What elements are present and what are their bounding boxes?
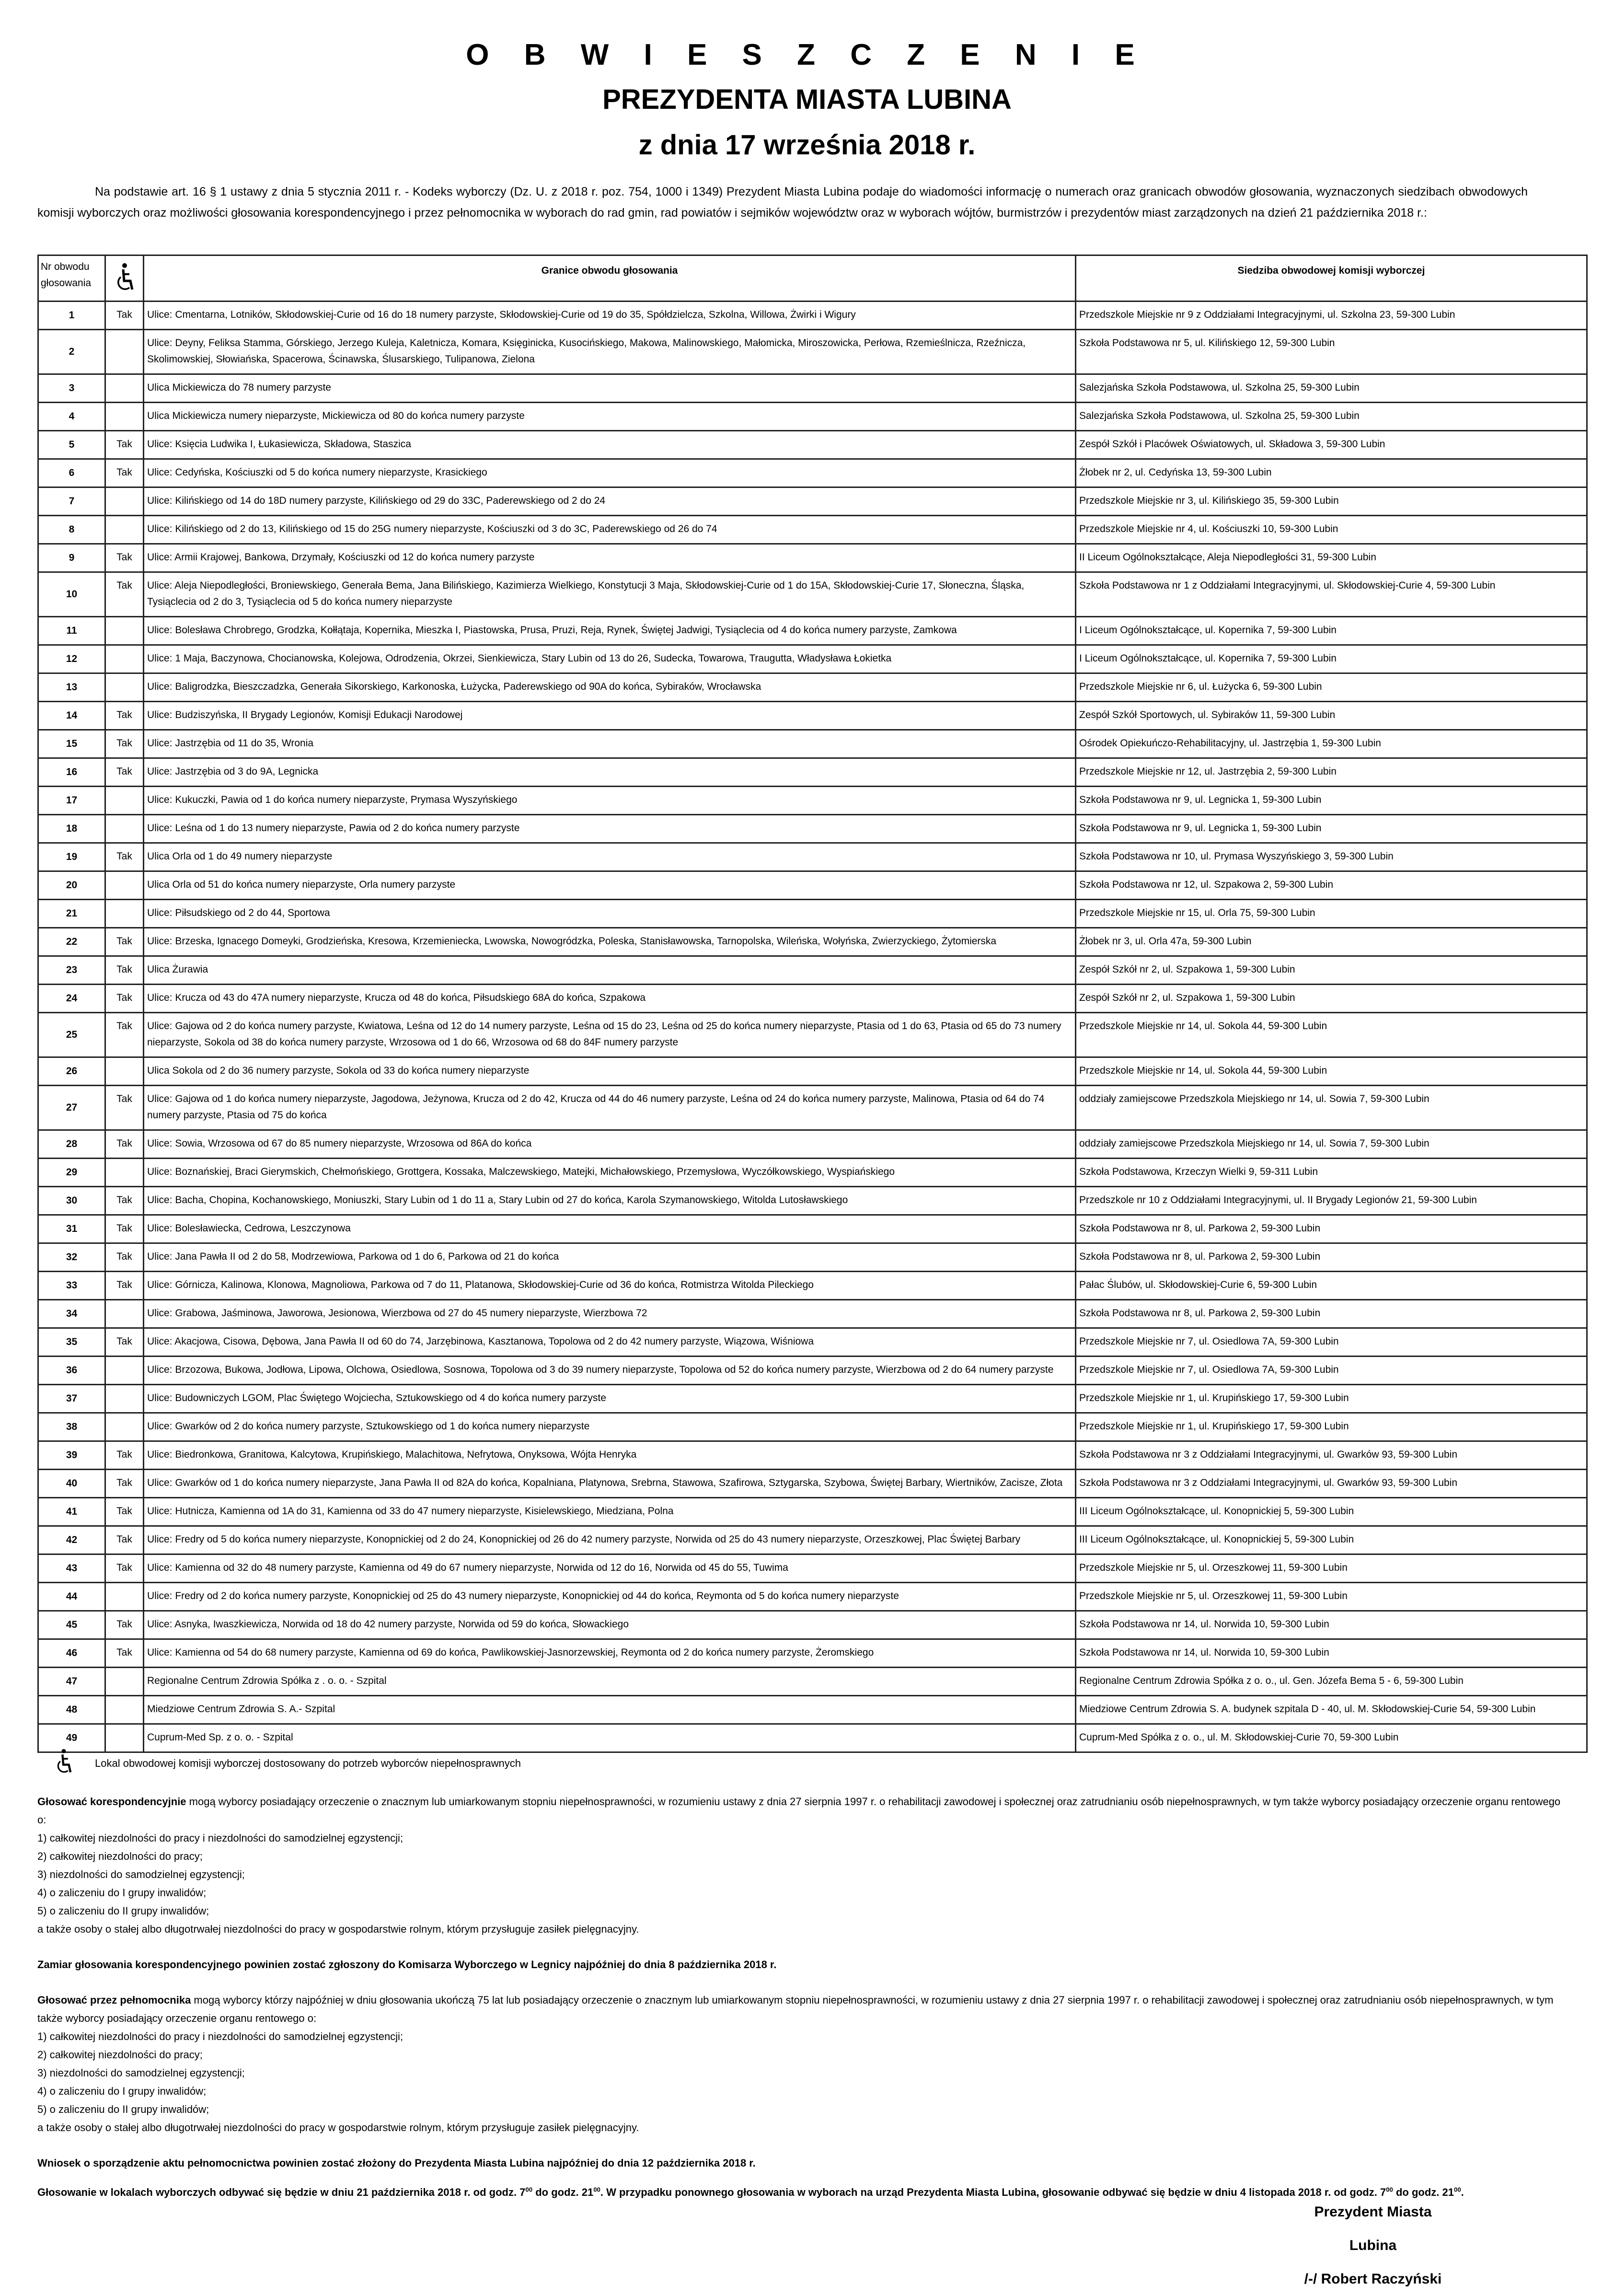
table-row: [38, 1639, 1587, 1668]
district-boundaries: Ulice: Sowia, Wrzosowa od 67 do 85 numery nieparzyste, Wrzosowa od 86A do końca: [144, 1130, 1076, 1159]
district-boundaries: Ulice: Kamienna od 32 do 48 numery parzyste, Kamienna od 49 do 67 numery nieparzyste, Norwida od 12 do 16, Norwida od 45 do 55, Tuwima: [144, 1554, 1076, 1583]
commission-seat: Przedszkole Miejskie nr 1, ul. Krupińskiego 17, 59-300 Lubin: [1076, 1413, 1587, 1441]
district-boundaries: Ulice: Brzozowa, Bukowa, Jodłowa, Lipowa, Olchowa, Osiedlowa, Sosnowa, Topolowa od 3 do 39 numery nieparzyste, Topolowa od 52 do końca numery parzyste, Wierzbowa od 2 do 64 numery parzyste: [144, 1357, 1076, 1385]
table-row: [38, 758, 1587, 787]
district-boundaries: Ulice: Fredry od 5 do końca numery nieparzyste, Konopnickiej od 2 do 24, Konopnickiej od 26 do 42 numery parzyste, Norwida od 25 do 43 numery nieparzyste, Orzeszkowej, Plac Świętej Barbary: [144, 1526, 1076, 1554]
district-boundaries: Ulice: Jastrzębia od 3 do 9A, Legnicka: [144, 758, 1076, 787]
district-number: 14: [38, 702, 105, 730]
accessible-flag: [105, 1300, 144, 1328]
accessible-flag: [105, 403, 144, 431]
district-number: 25: [38, 1013, 105, 1057]
document-header: [0, 34, 1614, 168]
district-boundaries: Ulice: Deyny, Feliksa Stamma, Górskiego, Jerzego Kuleja, Kaletnicza, Komara, Księginicka, Kusocińskiego, Makowa, Malinowskiego, Małomicka, Miroszowicka, Perłowa, Rzemieślnicza, Rzeźnicza, Skolimowskiej, Słowiańska, Spacerowa, Ścinawska, Ślusarskiego, Tulipanowa, Zielona: [144, 330, 1076, 374]
commission-seat: Szkoła Podstawowa nr 8, ul. Parkowa 2, 59-300 Lubin: [1076, 1300, 1587, 1328]
accessible-flag: Tak: [105, 1639, 144, 1668]
commission-seat: Przedszkole Miejskie nr 1, ul. Krupińskiego 17, 59-300 Lubin: [1076, 1385, 1587, 1413]
accessible-flag: [105, 871, 144, 900]
district-boundaries: Ulice: Piłsudskiego od 2 do 44, Sportowa: [144, 900, 1076, 928]
table-row: [38, 730, 1587, 758]
district-number: 10: [38, 572, 105, 617]
commission-seat: Przedszkole Miejskie nr 3, ul. Kilińskiego 35, 59-300 Lubin: [1076, 487, 1587, 516]
district-boundaries: Ulice: 1 Maja, Baczynowa, Chocianowska, Kolejowa, Odrodzenia, Okrzei, Sienkiewicza, Stary Lubin od 13 do 26, Sudecka, Towarowa, Traugutta, Władysława Łokietka: [144, 645, 1076, 673]
commission-seat: Przedszkole Miejskie nr 5, ul. Orzeszkowej 11, 59-300 Lubin: [1076, 1583, 1587, 1611]
accessible-flag: Tak: [105, 1013, 144, 1057]
accessible-flag: Tak: [105, 985, 144, 1013]
correspondence-deadline: Zamiar głosowania korespondencyjnego powinien zostać zgłoszony do Komisarza Wyborczego w Legnicy najpóźniej do dnia 8 października 2018 r.: [37, 1959, 777, 1971]
district-boundaries: Ulice: Brzeska, Ignacego Domeyki, Grodzieńska, Kresowa, Krzemieniecka, Lwowska, Nowogródzka, Poleska, Stanisławowska, Tarnopolska, Wileńska, Wołyńska, Zwierzyckiego, Żytomierska: [144, 928, 1076, 956]
accessible-flag: [105, 1668, 144, 1696]
district-number: 37: [38, 1385, 105, 1413]
district-boundaries: Ulice: Budowniczych LGOM, Plac Świętego Wojciecha, Sztukowskiego od 4 do końca numery parzyste: [144, 1385, 1076, 1413]
district-number: 28: [38, 1130, 105, 1159]
commission-seat: oddziały zamiejscowe Przedszkola Miejskiego nr 14, ul. Sowia 7, 59-300 Lubin: [1076, 1130, 1587, 1159]
accessible-flag: Tak: [105, 1272, 144, 1300]
accessible-flag: [105, 1357, 144, 1385]
district-number: 16: [38, 758, 105, 787]
condition-item: a także osoby o stałej albo długotrwałej niezdolności do pracy w gospodarstwie rolnym, którym przysługuje zasiłek pielęgnacyjny.: [37, 1923, 639, 1935]
accessible-flag: Tak: [105, 1130, 144, 1159]
table-row: [38, 702, 1587, 730]
wheelchair-icon: [52, 1749, 76, 1777]
table-row: [38, 928, 1587, 956]
condition-item: a także osoby o stałej albo długotrwałej niezdolności do pracy w gospodarstwie rolnym, którym przysługuje zasiłek pielęgnacyjny.: [37, 2122, 639, 2134]
commission-seat: Salezjańska Szkoła Podstawowa, ul. Szkolna 25, 59-300 Lubin: [1076, 374, 1587, 403]
commission-seat: Przedszkole Miejskie nr 9 z Oddziałami Integracyjnymi, ul. Szkolna 23, 59-300 Lubin: [1076, 301, 1587, 330]
district-number: 8: [38, 516, 105, 544]
table-row: [38, 1441, 1587, 1470]
commission-seat: Zespół Szkół nr 2, ul. Szpakowa 1, 59-300 Lubin: [1076, 956, 1587, 985]
commission-seat: Przedszkole Miejskie nr 7, ul. Osiedlowa 7A, 59-300 Lubin: [1076, 1328, 1587, 1357]
accessible-flag: Tak: [105, 928, 144, 956]
district-number: 30: [38, 1187, 105, 1215]
accessible-flag: Tak: [105, 843, 144, 871]
district-number: 33: [38, 1272, 105, 1300]
district-number: 44: [38, 1583, 105, 1611]
district-number: 7: [38, 487, 105, 516]
table-row: [38, 1385, 1587, 1413]
condition-item: 3) niezdolności do samodzielnej egzystencji;: [37, 2067, 245, 2079]
accessibility-legend: [37, 1749, 521, 1777]
commission-seat: I Liceum Ogólnokształcące, ul. Kopernika 7, 59-300 Lubin: [1076, 645, 1587, 673]
proxy-conditions-list: [37, 2028, 1571, 2137]
district-boundaries: Ulice: Akacjowa, Cisowa, Dębowa, Jana Pawła II od 60 do 74, Jarzębinowa, Kasztanowa, Topolowa od 2 do 42 numery parzyste, Wiązowa, Wiśniowa: [144, 1328, 1076, 1357]
district-number: 24: [38, 985, 105, 1013]
district-number: 29: [38, 1159, 105, 1187]
district-number: 4: [38, 403, 105, 431]
signature-block: [1294, 2195, 1452, 2296]
condition-item: 2) całkowitej niezdolności do pracy;: [37, 2049, 203, 2061]
commission-seat: oddziały zamiejscowe Przedszkola Miejskiego nr 14, ul. Sowia 7, 59-300 Lubin: [1076, 1086, 1587, 1130]
accessible-flag: Tak: [105, 1526, 144, 1554]
district-number: 17: [38, 787, 105, 815]
district-boundaries: Ulice: Hutnicza, Kamienna od 1A do 31, Kamienna od 33 do 47 numery nieparzyste, Kisielewskiego, Miedziana, Polna: [144, 1498, 1076, 1526]
table-row: [38, 1272, 1587, 1300]
district-boundaries: Ulice: Boznańskiej, Braci Gierymskich, Chełmońskiego, Grottgera, Kossaka, Malczewskiego, Matejki, Michałowskiego, Przemysłowa, Wyczółkowskiego, Wyspiańskiego: [144, 1159, 1076, 1187]
condition-item: 2) całkowitej niezdolności do pracy;: [37, 1850, 203, 1862]
table-row: [38, 1724, 1587, 1752]
accessible-flag: [105, 787, 144, 815]
commission-seat: Szkoła Podstawowa nr 8, ul. Parkowa 2, 59-300 Lubin: [1076, 1215, 1587, 1243]
commission-seat: Przedszkole Miejskie nr 14, ul. Sokola 44, 59-300 Lubin: [1076, 1013, 1587, 1057]
document-title: O B W I E S Z C Z E N I E: [466, 38, 1148, 71]
table-row: [38, 431, 1587, 459]
district-boundaries: Ulica Orla od 51 do końca numery nieparzyste, Orla numery parzyste: [144, 871, 1076, 900]
accessible-flag: [105, 645, 144, 673]
condition-item: 4) o zaliczeniu do I grupy inwalidów;: [37, 2085, 207, 2097]
district-boundaries: Ulice: Asnyka, Iwaszkiewicza, Norwida od 18 do 42 numery parzyste, Norwida od 59 do końca, Słowackiego: [144, 1611, 1076, 1639]
table-row: [38, 673, 1587, 702]
table-row: [38, 985, 1587, 1013]
commission-seat: Szkoła Podstawowa nr 9, ul. Legnicka 1, 59-300 Lubin: [1076, 815, 1587, 843]
district-number: 49: [38, 1724, 105, 1752]
commission-seat: Szkoła Podstawowa nr 9, ul. Legnicka 1, 59-300 Lubin: [1076, 787, 1587, 815]
district-number: 43: [38, 1554, 105, 1583]
accessible-flag: [105, 617, 144, 645]
accessible-flag: Tak: [105, 1470, 144, 1498]
table-row: [38, 645, 1587, 673]
table-row: [38, 1611, 1587, 1639]
district-boundaries: Ulice: Jastrzębia od 11 do 35, Wronia: [144, 730, 1076, 758]
condition-item: 4) o zaliczeniu do I grupy inwalidów;: [37, 1887, 207, 1899]
commission-seat: Szkoła Podstawowa nr 8, ul. Parkowa 2, 59-300 Lubin: [1076, 1243, 1587, 1272]
accessible-flag: Tak: [105, 956, 144, 985]
district-number: 5: [38, 431, 105, 459]
accessible-flag: Tak: [105, 1086, 144, 1130]
district-number: 9: [38, 544, 105, 572]
district-number: 11: [38, 617, 105, 645]
district-boundaries: Ulice: Aleja Niepodległości, Broniewskiego, Generała Bema, Jana Bilińskiego, Kazimierza Wielkiego, Konstytucji 3 Maja, Skłodowskiej-Curie od 1 do 15A, Skłodowskiej-Curie 17, Słoneczna, Śląska, Tysiąclecia od 2 do 3, Tysiąclecia od 5 do końca numery nieparzyste: [144, 572, 1076, 617]
district-number: 39: [38, 1441, 105, 1470]
accessible-flag: [105, 1724, 144, 1752]
table-row: [38, 1357, 1587, 1385]
table-row: [38, 374, 1587, 403]
commission-seat: Żłobek nr 2, ul. Cedyńska 13, 59-300 Lubin: [1076, 459, 1587, 487]
district-number: 46: [38, 1639, 105, 1668]
commission-seat: Szkoła Podstawowa nr 3 z Oddziałami Integracyjnymi, ul. Gwarków 93, 59-300 Lubin: [1076, 1441, 1587, 1470]
commission-seat: Zespół Szkół nr 2, ul. Szpakowa 1, 59-300 Lubin: [1076, 985, 1587, 1013]
table-row: [38, 487, 1587, 516]
district-boundaries: Ulice: Kamienna od 54 do 68 numery parzyste, Kamienna od 69 do końca, Pawlikowskiej-Jasnorzewskiej, Reymonta od 2 do końca numery parzyste, Żeromskiego: [144, 1639, 1076, 1668]
table-row: [38, 544, 1587, 572]
district-number: 40: [38, 1470, 105, 1498]
accessible-flag: Tak: [105, 758, 144, 787]
commission-seat: Szkoła Podstawowa nr 5, ul. Kilińskiego 12, 59-300 Lubin: [1076, 330, 1587, 374]
commission-seat: Miedziowe Centrum Zdrowia S. A. budynek szpitala D - 40, ul. M. Skłodowskiej-Curie 54, 59-300 Lubin: [1076, 1696, 1587, 1724]
district-number: 27: [38, 1086, 105, 1130]
district-number: 2: [38, 330, 105, 374]
district-number: 35: [38, 1328, 105, 1357]
table-row: [38, 1086, 1587, 1130]
table-row: [38, 330, 1587, 374]
commission-seat: Przedszkole Miejskie nr 14, ul. Sokola 44, 59-300 Lubin: [1076, 1057, 1587, 1086]
district-boundaries: Ulice: Bacha, Chopina, Kochanowskiego, Moniuszki, Stary Lubin od 1 do 11 a, Stary Lubin od 27 do końca, Karola Szymanowskiego, Witolda Lutosławskiego: [144, 1187, 1076, 1215]
correspondence-lead-text: mogą wyborcy posiadający orzeczenie o znacznym lub umiarkowanym stopniu niepełnosprawności, w rozumieniu ustawy z dnia 27 sierpnia 1997 r. o rehabilitacji zawodowej i społecznej oraz zatrudnianiu osób niepełnosprawnych, w tym także wyborcy posiadający orzeczenie organu rentowego o:: [37, 1796, 1561, 1826]
district-boundaries: Ulice: Krucza od 43 do 47A numery nieparzyste, Krucza od 48 do końca, Piłsudskiego 68A do końca, Szpakowa: [144, 985, 1076, 1013]
district-boundaries: Ulice: Biedronkowa, Granitowa, Kalcytowa, Krupińskiego, Malachitowa, Nefrytowa, Onyksowa, Wójta Henryka: [144, 1441, 1076, 1470]
notes-section: [37, 1793, 1571, 2202]
header-accessibility: [105, 255, 144, 301]
accessible-flag: Tak: [105, 431, 144, 459]
district-number: 3: [38, 374, 105, 403]
commission-seat: Zespół Szkół Sportowych, ul. Sybiraków 11, 59-300 Lubin: [1076, 702, 1587, 730]
table-row: [38, 617, 1587, 645]
district-number: 21: [38, 900, 105, 928]
signature-name: /-/ Robert Raczyński: [1304, 2271, 1442, 2287]
accessible-flag: Tak: [105, 544, 144, 572]
table-row: [38, 516, 1587, 544]
district-boundaries: Ulice: Jana Pawła II od 2 do 58, Modrzewiowa, Parkowa od 1 do 6, Parkowa od 21 do końca: [144, 1243, 1076, 1272]
commission-seat: Szkoła Podstawowa nr 1 z Oddziałami Integracyjnymi, ul. Skłodowskiej-Curie 4, 59-300 Lubin: [1076, 572, 1587, 617]
table-row: [38, 787, 1587, 815]
commission-seat: Regionalne Centrum Zdrowia Spółka z o. o., ul. Gen. Józefa Bema 5 - 6, 59-300 Lubin: [1076, 1668, 1587, 1696]
accessible-flag: Tak: [105, 1441, 144, 1470]
commission-seat: Szkoła Podstawowa nr 12, ul. Szpakowa 2, 59-300 Lubin: [1076, 871, 1587, 900]
district-number: 26: [38, 1057, 105, 1086]
district-number: 19: [38, 843, 105, 871]
district-boundaries: Ulica Orla od 1 do 49 numery nieparzyste: [144, 843, 1076, 871]
district-boundaries: Cuprum-Med Sp. z o. o. - Szpital: [144, 1724, 1076, 1752]
table-row: [38, 843, 1587, 871]
table-row: [38, 1328, 1587, 1357]
table-row: [38, 1159, 1587, 1187]
accessible-flag: Tak: [105, 1215, 144, 1243]
condition-item: 1) całkowitej niezdolności do pracy i niezdolności do samodzielnej egzystencji;: [37, 2030, 404, 2042]
commission-seat: III Liceum Ogólnokształcące, ul. Konopnickiej 5, 59-300 Lubin: [1076, 1526, 1587, 1554]
correspondence-lead: [37, 1793, 1571, 1829]
voting-hours: Głosowanie w lokalach wyborczych odbywać się będzie w dniu 21 października 2018 r. od godz. $7^{00}$ do godz. $21^{00}$. W przypadku ponownego głosowania w wyborach na urząd Prezydenta Miasta Lubina, głosowanie odbywać się będzie w dniu 4 listopada 2018 r. od godz. $7^{00}$ do godz. $21^{00}$.: [37, 2186, 1464, 2199]
district-boundaries: Ulice: Gwarków od 2 do końca numery parzyste, Sztukowskiego od 1 do końca numery nieparzyste: [144, 1413, 1076, 1441]
district-boundaries: Ulice: Kukuczki, Pawia od 1 do końca numery nieparzyste, Prymasa Wyszyńskiego: [144, 787, 1076, 815]
signature-title: Prezydent Miasta Lubina: [1314, 2204, 1432, 2253]
commission-seat: Ośrodek Opiekuńczo-Rehabilitacyjny, ul. Jastrzębia 1, 59-300 Lubin: [1076, 730, 1587, 758]
accessible-flag: [105, 1413, 144, 1441]
district-number: 34: [38, 1300, 105, 1328]
table-row: [38, 1696, 1587, 1724]
accessible-flag: Tak: [105, 1187, 144, 1215]
district-boundaries: Ulice: Kilińskiego od 2 do 13, Kilińskiego od 15 do 25G numery nieparzyste, Kościuszki od 3 do 3C, Paderewskiego od 26 do 74: [144, 516, 1076, 544]
district-boundaries: Ulice: Górnicza, Kalinowa, Klonowa, Magnoliowa, Parkowa od 7 do 11, Platanowa, Skłodowskiej-Curie od 36 do końca, Rotmistrza Witolda Pileckiego: [144, 1272, 1076, 1300]
table-row: [38, 871, 1587, 900]
commission-seat: I Liceum Ogólnokształcące, ul. Kopernika 7, 59-300 Lubin: [1076, 617, 1587, 645]
district-boundaries: Ulice: Bolesława Chrobrego, Grodzka, Kołłątaja, Kopernika, Mieszka I, Piastowska, Prusa, Pruzi, Reja, Rynek, Świętej Jadwigi, Tysiąclecia od 4 do końca numery parzyste, Zamkowa: [144, 617, 1076, 645]
proxy-lead: [37, 1991, 1571, 2028]
accessible-flag: [105, 516, 144, 544]
commission-seat: Cuprum-Med Spółka z o. o., ul. M. Skłodowskiej-Curie 70, 59-300 Lubin: [1076, 1724, 1587, 1752]
legend-text: Lokal obwodowej komisji wyborczej dostosowany do potrzeb wyborców niepełnosprawnych: [95, 1757, 521, 1769]
commission-seat: Pałac Ślubów, ul. Skłodowskiej-Curie 6, 59-300 Lubin: [1076, 1272, 1587, 1300]
district-boundaries: Ulice: Kilińskiego od 14 do 18D numery parzyste, Kilińskiego od 29 do 33C, Paderewskiego od 2 do 24: [144, 487, 1076, 516]
commission-seat: II Liceum Ogólnokształcące, Aleja Niepodległości 31, 59-300 Lubin: [1076, 544, 1587, 572]
table-row: [38, 403, 1587, 431]
table-row: [38, 1300, 1587, 1328]
accessible-flag: [105, 1159, 144, 1187]
district-number: 6: [38, 459, 105, 487]
accessible-flag: Tak: [105, 1498, 144, 1526]
district-boundaries: Ulice: Cedyńska, Kościuszki od 5 do końca numery nieparzyste, Krasickiego: [144, 459, 1076, 487]
accessible-flag: Tak: [105, 730, 144, 758]
commission-seat: Przedszkole nr 10 z Oddziałami Integracyjnymi, ul. II Brygady Legionów 21, 59-300 Lubin: [1076, 1187, 1587, 1215]
district-number: 22: [38, 928, 105, 956]
district-boundaries: Ulice: Baligrodzka, Bieszczadzka, Generała Sikorskiego, Karkonoska, Łużycka, Paderewskiego od 90A do końca, Sybiraków, Wrocławska: [144, 673, 1076, 702]
commission-seat: Szkoła Podstawowa nr 14, ul. Norwida 10, 59-300 Lubin: [1076, 1611, 1587, 1639]
district-number: 42: [38, 1526, 105, 1554]
accessible-flag: Tak: [105, 572, 144, 617]
district-boundaries: Regionalne Centrum Zdrowia Spółka z . o. o. - Szpital: [144, 1668, 1076, 1696]
table-row: [38, 815, 1587, 843]
accessible-flag: Tak: [105, 459, 144, 487]
table-row: [38, 572, 1587, 617]
accessible-flag: Tak: [105, 1328, 144, 1357]
district-number: 48: [38, 1696, 105, 1724]
table-row: [38, 1668, 1587, 1696]
accessible-flag: [105, 1057, 144, 1086]
commission-seat: Przedszkole Miejskie nr 4, ul. Kościuszki 10, 59-300 Lubin: [1076, 516, 1587, 544]
district-boundaries: Ulice: Budziszyńska, II Brygady Legionów, Komisji Edukacji Narodowej: [144, 702, 1076, 730]
condition-item: 5) o zaliczeniu do II grupy inwalidów;: [37, 2103, 209, 2115]
accessible-flag: [105, 815, 144, 843]
district-number: 12: [38, 645, 105, 673]
table-row: [38, 301, 1587, 330]
accessible-flag: [105, 900, 144, 928]
district-boundaries: Ulice: Cmentarna, Lotników, Skłodowskiej-Curie od 16 do 18 numery parzyste, Skłodowskiej-Curie od 19 do 35, Spółdzielcza, Szkolna, Willowa, Żwirki i Wigury: [144, 301, 1076, 330]
table-row: [38, 1498, 1587, 1526]
district-boundaries: Ulica Mickiewicza numery nieparzyste, Mickiewicza od 80 do końca numery parzyste: [144, 403, 1076, 431]
district-number: 41: [38, 1498, 105, 1526]
commission-seat: Żłobek nr 3, ul. Orla 47a, 59-300 Lubin: [1076, 928, 1587, 956]
table-row: [38, 956, 1587, 985]
condition-item: 1) całkowitej niezdolności do pracy i niezdolności do samodzielnej egzystencji;: [37, 1832, 404, 1844]
wheelchair-icon: [115, 263, 134, 295]
district-boundaries: Ulica Sokola od 2 do 36 numery parzyste, Sokola od 33 do końca numery nieparzyste: [144, 1057, 1076, 1086]
proxy-deadline: Wniosek o sporządzenie aktu pełnomocnictwa powinien zostać złożony do Prezydenta Miasta Lubina najpóźniej do dnia 12 października 2018 r.: [37, 2157, 756, 2169]
district-number: 38: [38, 1413, 105, 1441]
accessible-flag: [105, 673, 144, 702]
accessible-flag: [105, 374, 144, 403]
district-number: 13: [38, 673, 105, 702]
table-row: [38, 1013, 1587, 1057]
district-number: 23: [38, 956, 105, 985]
commission-seat: Przedszkole Miejskie nr 15, ul. Orla 75, 59-300 Lubin: [1076, 900, 1587, 928]
accessible-flag: [105, 1696, 144, 1724]
commission-seat: Przedszkole Miejskie nr 12, ul. Jastrzębia 2, 59-300 Lubin: [1076, 758, 1587, 787]
accessible-flag: Tak: [105, 1611, 144, 1639]
table-row: [38, 1130, 1587, 1159]
district-number: 31: [38, 1215, 105, 1243]
district-number: 1: [38, 301, 105, 330]
proxy-lead-bold: Głosować przez pełnomocnika: [37, 1994, 191, 2006]
district-number: 36: [38, 1357, 105, 1385]
document-date: z dnia 17 września 2018 r.: [638, 129, 976, 161]
accessible-flag: Tak: [105, 1243, 144, 1272]
district-number: 32: [38, 1243, 105, 1272]
district-boundaries: Ulice: Leśna od 1 do 13 numery nieparzyste, Pawia od 2 do końca numery parzyste: [144, 815, 1076, 843]
accessible-flag: Tak: [105, 702, 144, 730]
district-boundaries: Ulice: Księcia Ludwika I, Łukasiewicza, Składowa, Staszica: [144, 431, 1076, 459]
district-number: 18: [38, 815, 105, 843]
table-row: [38, 1243, 1587, 1272]
header-commission-seat: Siedziba obwodowej komisji wyborczej: [1076, 255, 1587, 301]
district-number: 15: [38, 730, 105, 758]
commission-seat: Przedszkole Miejskie nr 7, ul. Osiedlowa 7A, 59-300 Lubin: [1076, 1357, 1587, 1385]
accessible-flag: Tak: [105, 301, 144, 330]
district-boundaries: Ulice: Gwarków od 1 do końca numery nieparzyste, Jana Pawła II od 82A do końca, Kopalniana, Platynowa, Srebrna, Stawowa, Szafirowa, Sztygarska, Szybowa, Świętej Barbary, Wiertników, Zacisze, Złota: [144, 1470, 1076, 1498]
document-subtitle: PREZYDENTA MIASTA LUBINA: [602, 84, 1012, 115]
commission-seat: Przedszkole Miejskie nr 5, ul. Orzeszkowej 11, 59-300 Lubin: [1076, 1554, 1587, 1583]
accessible-flag: [105, 330, 144, 374]
table-row: [38, 1526, 1587, 1554]
header-district-number: Nr obwodu głosowania: [38, 255, 105, 301]
table-row: [38, 900, 1587, 928]
accessible-flag: [105, 1385, 144, 1413]
district-number: 20: [38, 871, 105, 900]
table-row: [38, 1187, 1587, 1215]
header-boundaries: Granice obwodu głosowania: [144, 255, 1076, 301]
table-row: [38, 459, 1587, 487]
polling-districts-table: [37, 255, 1588, 1753]
district-boundaries: Ulice: Grabowa, Jaśminowa, Jaworowa, Jesionowa, Wierzbowa od 27 do 45 numery nieparzyste, Wierzbowa 72: [144, 1300, 1076, 1328]
district-number: 45: [38, 1611, 105, 1639]
accessible-flag: Tak: [105, 1554, 144, 1583]
correspondence-lead-bold: Głosować korespondencyjnie: [37, 1796, 186, 1808]
condition-item: 5) o zaliczeniu do II grupy inwalidów;: [37, 1905, 209, 1917]
commission-seat: III Liceum Ogólnokształcące, ul. Konopnickiej 5, 59-300 Lubin: [1076, 1498, 1587, 1526]
table-header-row: [38, 255, 1587, 301]
table-row: [38, 1215, 1587, 1243]
district-boundaries: Miedziowe Centrum Zdrowia S. A.- Szpital: [144, 1696, 1076, 1724]
commission-seat: Szkoła Podstawowa nr 10, ul. Prymasa Wyszyńskiego 3, 59-300 Lubin: [1076, 843, 1587, 871]
district-number: 47: [38, 1668, 105, 1696]
commission-seat: Szkoła Podstawowa nr 14, ul. Norwida 10, 59-300 Lubin: [1076, 1639, 1587, 1668]
intro-paragraph: Na podstawie art. 16 § 1 ustawy z dnia 5 stycznia 2011 r. - Kodeks wyborczy (Dz. U. z 2018 r. poz. 754, 1000 i 1349) Prezydent Miasta Lubina podaje do wiadomości informację o numerach oraz granicach obwodów głosowania, wyznaczonych siedzibach obwodowych komisji wyborczych oraz możliwości głosowania korespondencyjnego i przez pełnomocnika w wyborach do rad gmin, rad powiatów i sejmików województw oraz w wyborach wójtów, burmistrzów i prezydentów miast zarządzonych na dzień 21 października 2018 r.:: [37, 185, 1528, 220]
district-boundaries: Ulica Żurawia: [144, 956, 1076, 985]
table-row: [38, 1554, 1587, 1583]
district-boundaries: Ulice: Gajowa od 1 do końca numery nieparzyste, Jagodowa, Jeżynowa, Krucza od 2 do 42, Krucza od 44 do 46 numery parzyste, Leśna od 24 do końca numery parzyste, Malinowa, Ptasia od 64 do 74 numery parzyste, Ptasia od 75 do końca: [144, 1086, 1076, 1130]
proxy-lead-text: mogą wyborcy którzy najpóźniej w dniu głosowania ukończą 75 lat lub posiadający orzeczenie o znacznym lub umiarkowanym stopniu niepełnosprawności, w rozumieniu ustawy z dnia 27 sierpnia 1997 r. o rehabilitacji zawodowej i społecznej oraz zatrudnianiu osób niepełnosprawnych, w tym także wyborcy posiadający orzeczenie organu rentowego o:: [37, 1994, 1554, 2024]
commission-seat: Szkoła Podstawowa, Krzeczyn Wielki 9, 59-311 Lubin: [1076, 1159, 1587, 1187]
table-row: [38, 1583, 1587, 1611]
commission-seat: Salezjańska Szkoła Podstawowa, ul. Szkolna 25, 59-300 Lubin: [1076, 403, 1587, 431]
correspondence-conditions-list: [37, 1829, 1571, 1938]
commission-seat: Zespół Szkół i Placówek Oświatowych, ul. Składowa 3, 59-300 Lubin: [1076, 431, 1587, 459]
district-boundaries: Ulice: Gajowa od 2 do końca numery parzyste, Kwiatowa, Leśna od 12 do 14 numery parzyste, Leśna od 15 do 23, Leśna od 25 do końca numery nieparzyste, Ptasia od 1 do 63, Ptasia od 65 do 73 numery nieparzyste, Sokola od 38 do końca numery parzyste, Wrzosowa od 1 do 66, Wrzosowa od 68 do 84F numery parzyste: [144, 1013, 1076, 1057]
commission-seat: Szkoła Podstawowa nr 3 z Oddziałami Integracyjnymi, ul. Gwarków 93, 59-300 Lubin: [1076, 1470, 1587, 1498]
table-row: [38, 1470, 1587, 1498]
district-boundaries: Ulice: Fredry od 2 do końca numery parzyste, Konopnickiej od 25 do 43 numery nieparzyste, Konopnickiej od 44 do końca, Reymonta od 5 do końca numery nieparzyste: [144, 1583, 1076, 1611]
table-row: [38, 1057, 1587, 1086]
district-boundaries: Ulica Mickiewicza do 78 numery parzyste: [144, 374, 1076, 403]
accessible-flag: [105, 487, 144, 516]
table-row: [38, 1413, 1587, 1441]
condition-item: 3) niezdolności do samodzielnej egzystencji;: [37, 1868, 245, 1880]
district-boundaries: Ulice: Armii Krajowej, Bankowa, Drzymały, Kościuszki od 12 do końca numery parzyste: [144, 544, 1076, 572]
accessible-flag: [105, 1583, 144, 1611]
district-boundaries: Ulice: Bolesławiecka, Cedrowa, Leszczynowa: [144, 1215, 1076, 1243]
commission-seat: Przedszkole Miejskie nr 6, ul. Łużycka 6, 59-300 Lubin: [1076, 673, 1587, 702]
